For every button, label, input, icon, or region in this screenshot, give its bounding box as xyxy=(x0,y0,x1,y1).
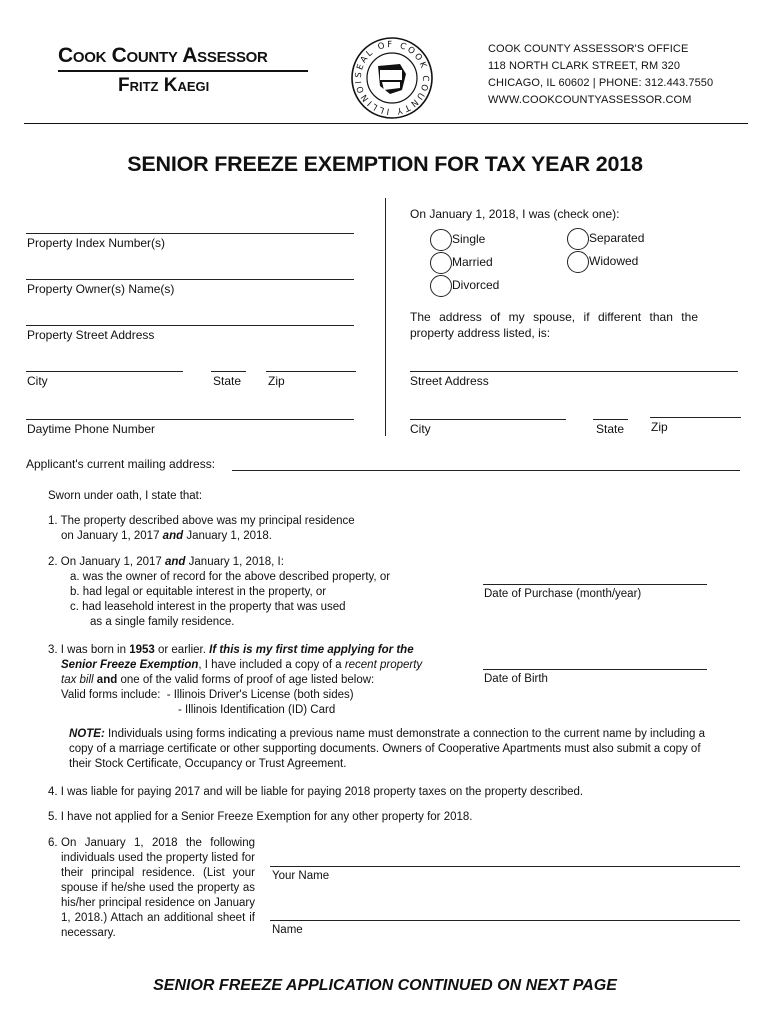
your-name-field[interactable] xyxy=(270,866,740,867)
item-3-form1: - Illinois Driver's License (both sides) xyxy=(166,689,354,701)
spouse-zip-label: Zip xyxy=(651,420,668,434)
note xyxy=(69,727,711,772)
item-4-number: 4. xyxy=(48,786,58,798)
office-street: 118 NORTH CLARK STREET, RM 320 xyxy=(488,60,681,72)
spouse-street-field[interactable] xyxy=(410,371,738,372)
item-1 xyxy=(48,514,355,544)
state-field[interactable] xyxy=(211,371,246,372)
item-1-line2b: January 1, 2018. xyxy=(183,530,272,542)
phone-field[interactable] xyxy=(26,419,354,420)
item-4 xyxy=(48,785,583,800)
item-3-form2: - Illinois Identification (ID) Card xyxy=(178,704,336,716)
street-field[interactable] xyxy=(26,325,354,326)
continued-footer: SENIOR FREEZE APPLICATION CONTINUED ON NEXT PAGE xyxy=(153,977,617,994)
office-name: COOK COUNTY ASSESSOR'S OFFICE xyxy=(488,43,689,55)
item-3-born-year: 1953 xyxy=(129,644,155,656)
item-2-a: a. was the owner of record for the above described property, or xyxy=(70,571,391,583)
note-label: NOTE: xyxy=(69,728,105,740)
item-2-lead-a: On January 1, 2017 xyxy=(60,556,166,568)
seal-text: SEAL OF COOK COUNTY ILLINOI xyxy=(353,39,431,116)
separated-label: Separated xyxy=(589,231,645,245)
item-3-recent: recent property xyxy=(344,659,423,671)
your-name-label: Your Name xyxy=(272,870,330,882)
item-2-c1: c. had leasehold interest in the property that was used xyxy=(70,601,346,613)
city-field[interactable] xyxy=(26,371,183,372)
spouse-city-field[interactable] xyxy=(410,419,566,420)
column-divider xyxy=(385,198,386,436)
item-2-number: 2. xyxy=(48,556,58,568)
spouse-zip-field[interactable] xyxy=(650,417,741,418)
spouse-state-field[interactable] xyxy=(593,419,628,420)
item-3-number: 3. xyxy=(48,644,58,656)
item-1-and: and xyxy=(162,530,184,542)
divorced-radio[interactable] xyxy=(430,275,452,297)
item-3-included: , I have included a copy of a xyxy=(198,659,345,671)
county-seal xyxy=(350,36,434,120)
office-city-phone: CHICAGO, IL 60602 | PHONE: 312.443.7550 xyxy=(488,77,714,89)
item-3-and: and xyxy=(93,674,118,686)
mailing-field[interactable] xyxy=(232,470,740,471)
brand-underline xyxy=(58,70,308,72)
owner-field[interactable] xyxy=(26,279,354,280)
name-field[interactable] xyxy=(270,920,740,921)
item-4-text: I was liable for paying 2017 and will be liable for paying 2018 property taxes on the property described. xyxy=(60,786,584,798)
birth-date-label: Date of Birth xyxy=(484,673,548,685)
item-3 xyxy=(48,643,468,718)
widowed-radio[interactable] xyxy=(567,251,589,273)
state-label: State xyxy=(213,374,242,388)
item-3-born-a: I was born in xyxy=(60,644,130,656)
zip-label: Zip xyxy=(268,374,285,388)
item-6-number: 6. xyxy=(48,837,58,849)
sworn-statement: Sworn under oath, I state that: xyxy=(48,490,203,502)
city-label: City xyxy=(27,374,48,388)
phone-label: Daytime Phone Number xyxy=(27,422,156,436)
office-website: WWW.COOKCOUNTYASSESSOR.COM xyxy=(488,94,692,106)
purchase-date-field[interactable] xyxy=(483,584,707,585)
spouse-address-text: The address of my spouse, if different than the property address listed, is: xyxy=(410,310,698,340)
divorced-label: Divorced xyxy=(452,278,500,292)
street-label: Property Street Address xyxy=(27,328,155,342)
pin-field[interactable] xyxy=(26,233,354,234)
item-1-line2a: on January 1, 2017 xyxy=(61,530,163,542)
item-3-born-b: or earlier. xyxy=(154,644,210,656)
item-2-lead-b: January 1, 2018, I: xyxy=(185,556,284,568)
birth-date-field[interactable] xyxy=(483,669,707,670)
pin-label: Property Index Number(s) xyxy=(27,236,166,250)
item-2-c2: as a single family residence. xyxy=(90,616,235,628)
item-2-b: b. had legal or equitable interest in the property, or xyxy=(70,586,327,598)
purchase-date-label: Date of Purchase (month/year) xyxy=(484,588,642,600)
marital-prompt: On January 1, 2018, I was (check one): xyxy=(410,207,620,221)
item-3-senior: Senior Freeze Exemption xyxy=(61,659,199,671)
item-3-proof: one of the valid forms of proof of age listed below: xyxy=(117,674,375,686)
mailing-label: Applicant's current mailing address: xyxy=(26,457,216,471)
item-5 xyxy=(48,810,472,825)
item-2-and: and xyxy=(165,556,186,568)
single-label: Single xyxy=(452,232,486,246)
office-address xyxy=(488,41,713,109)
owner-label: Property Owner(s) Name(s) xyxy=(27,282,175,296)
single-radio[interactable] xyxy=(430,229,452,251)
married-radio[interactable] xyxy=(430,252,452,274)
item-1-line1: The property described above was my principal residence xyxy=(60,515,355,527)
item-5-number: 5. xyxy=(48,811,58,823)
item-1-number: 1. xyxy=(48,515,58,527)
spouse-state-label: State xyxy=(596,422,625,436)
separated-radio[interactable] xyxy=(567,228,589,250)
zip-field[interactable] xyxy=(266,371,356,372)
name-label: Name xyxy=(272,924,303,936)
spouse-city-label: City xyxy=(410,422,431,436)
assessor-name: Fritz Kaegi xyxy=(118,75,210,96)
item-3-valid: Valid forms include: xyxy=(61,689,161,701)
widowed-label: Widowed xyxy=(589,254,639,268)
item-3-first-time: If this is my first time applying for the xyxy=(209,644,414,656)
married-label: Married xyxy=(452,255,493,269)
item-3-taxbill: tax bill xyxy=(61,674,94,686)
spouse-street-label: Street Address xyxy=(410,374,489,388)
note-text: Individuals using forms indicating a previous name must demonstrate a connection to the current name by including a copy of a marriage certificate or other supporting documents. Owners of Cooperative Apartments must also submit a copy of their Stock Certificate, Occupancy or Trust Agreement. xyxy=(69,728,706,770)
header-divider xyxy=(24,123,748,124)
item-5-text: I have not applied for a Senior Freeze Exemption for any other property for 2018. xyxy=(60,811,473,823)
brand-name: Cook County Assessor xyxy=(58,44,268,67)
item-2 xyxy=(48,555,390,630)
form-title: SENIOR FREEZE EXEMPTION FOR TAX YEAR 2018 xyxy=(127,152,643,176)
item-6-text: On January 1, 2018 the following individuals used the property listed for their principal residence. (List your spouse if he/she used the property as his/her principal residence on January 1, 2018.) Attach an additional sheet if necessary. xyxy=(61,837,255,939)
